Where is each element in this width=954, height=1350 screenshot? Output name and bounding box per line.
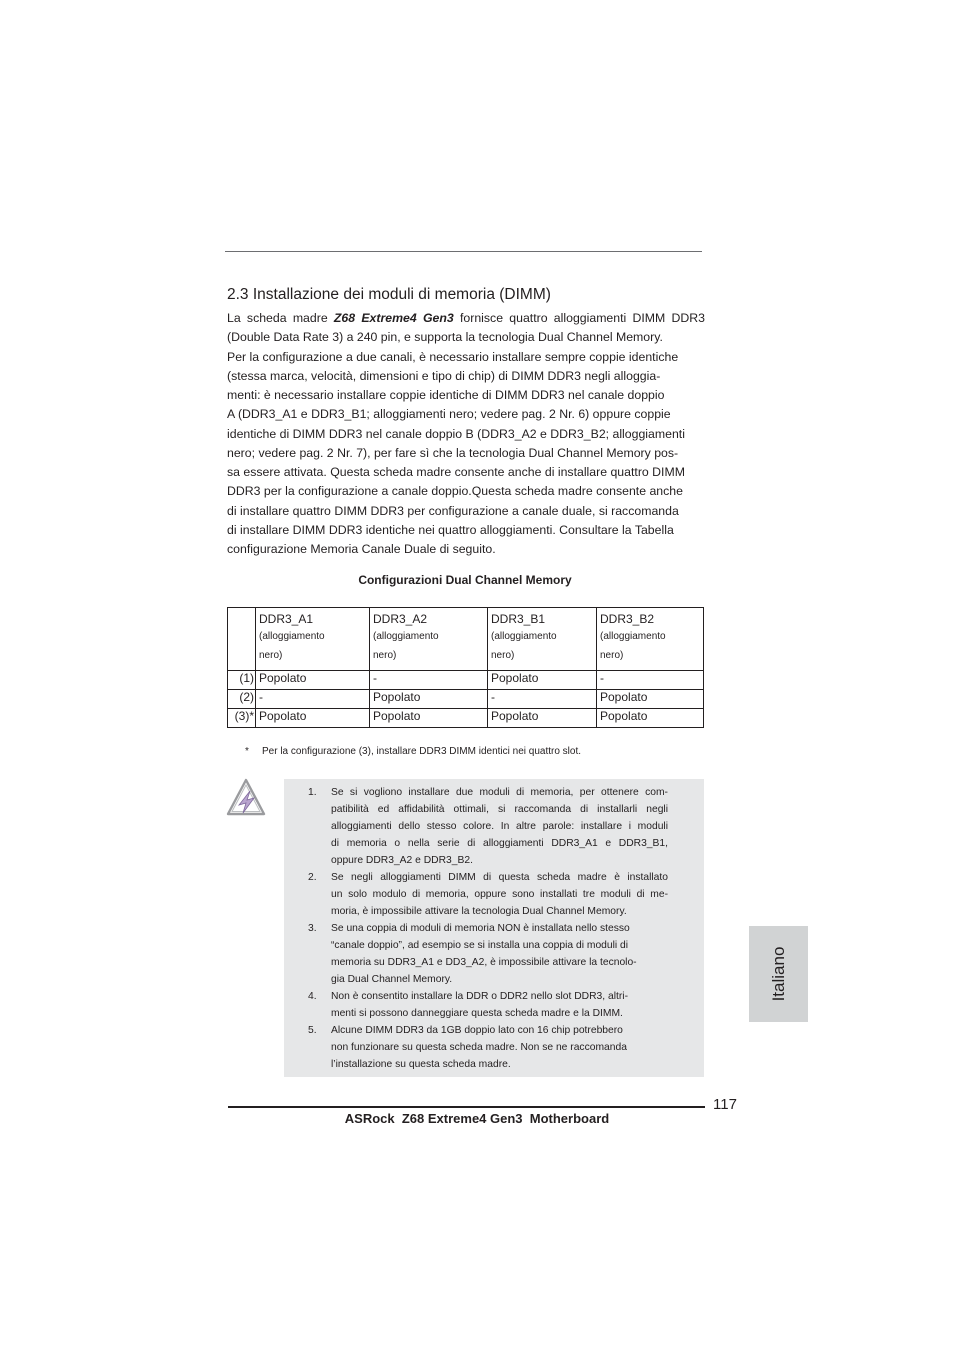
note-line: Se negli alloggiamenti DIMM di questa scheda madre è installato xyxy=(331,872,668,883)
column-note: (alloggiamento xyxy=(259,631,325,642)
table-cell: Popolato xyxy=(597,709,704,728)
column-note: nero) xyxy=(259,650,283,661)
column-header xyxy=(597,608,704,671)
table-cell: Popolato xyxy=(488,709,597,728)
table-cell: Popolato xyxy=(256,709,370,728)
note-line: non funzionare su questa scheda madre. Non se ne raccomanda xyxy=(331,1042,627,1053)
column-note: nero) xyxy=(373,650,397,661)
body-line: (stessa marca, velocità, dimensioni e tipo di chip) di DIMM DDR3 negli alloggia- xyxy=(227,368,661,383)
list-item xyxy=(284,869,668,920)
note-line: un solo modulo di memoria, oppure sono installati tre moduli di me- xyxy=(331,889,668,900)
note-line: gia Dual Channel Memory. xyxy=(331,974,453,985)
body-line: identiche di DIMM DDR3 nel canale doppio B (DDR3_A2 e DDR3_B2; alloggiamenti xyxy=(227,426,685,441)
note-line: memoria su DDR3_A1 e DD3_A2, è impossibile attivare la tecnolo- xyxy=(331,957,637,968)
list-item xyxy=(284,1022,668,1073)
top-divider xyxy=(225,251,702,252)
note-number: 5. xyxy=(308,1025,317,1036)
column-note: nero) xyxy=(491,650,515,661)
body-line: di installare DIMM DDR3 identiche nei quattro alloggiamenti. Consultare la Tabella xyxy=(227,522,674,537)
table-row xyxy=(228,671,704,690)
body-line: A (DDR3_A1 e DDR3_B1; alloggiamenti nero; vedere pag. 2 Nr. 6) oppure coppie xyxy=(227,407,671,422)
note-line: alloggiamenti dello stesso colore. In altre parole: installare i moduli xyxy=(331,821,668,832)
row-index: (2) xyxy=(228,690,256,709)
notes-box xyxy=(284,779,704,1077)
note-line: oppure DDR3_A2 e DDR3_B2. xyxy=(331,855,473,866)
table-cell: Popolato xyxy=(597,690,704,709)
notes-list xyxy=(284,784,668,1073)
footer-title: ASRock Z68 Extreme4 Gen3 Motherboard xyxy=(344,1111,610,1126)
table-cell: Popolato xyxy=(370,709,488,728)
column-name: DDR3_A2 xyxy=(373,612,428,626)
column-header xyxy=(370,608,488,671)
row-index: (3)* xyxy=(228,709,256,728)
footnote-mark: * xyxy=(245,746,249,757)
column-name: DDR3_B1 xyxy=(491,612,546,626)
note-line: Se si vogliono installare due moduli di memoria, per ottenere com- xyxy=(331,787,668,798)
table-title: Configurazioni Dual Channel Memory xyxy=(358,573,572,587)
body-line: menti: è necessario installare coppie identiche di DIMM DDR3 nel canale doppio xyxy=(227,388,665,402)
body-line: configurazione Memoria Canale Duale di seguito. xyxy=(227,542,496,556)
column-note: (alloggiamento xyxy=(491,631,557,642)
body-line: di installare quattro DIMM DDR3 per configurazione a canale duale, si raccomanda xyxy=(227,503,679,518)
model-name: Z68 Extreme4 Gen3 xyxy=(333,311,454,325)
body-line: nero; vedere pag. 2 Nr. 7), per fare sì che la tecnologia Dual Channel Memory pos- xyxy=(227,445,679,460)
list-item xyxy=(284,920,668,988)
table-corner-cell xyxy=(228,608,256,671)
table-cell: - xyxy=(370,671,488,690)
table-cell: Popolato xyxy=(488,671,597,690)
list-item xyxy=(284,988,668,1022)
table-cell: Popolato xyxy=(256,671,370,690)
note-number: 4. xyxy=(308,991,317,1002)
body-line: Per la configurazione a due canali, è necessario installare sempre coppie identiche xyxy=(227,349,679,364)
dual-channel-table xyxy=(227,607,704,728)
note-line: Alcune DIMM DDR3 da 1GB doppio lato con 16 chip potrebbero xyxy=(331,1025,623,1036)
note-line: Non è consentito installare la DDR o DDR2 nello slot DDR3, altri- xyxy=(331,991,629,1002)
note-line: l’installazione su questa scheda madre. xyxy=(331,1059,511,1070)
note-number: 3. xyxy=(308,923,317,934)
column-header xyxy=(488,608,597,671)
note-line: Se una coppia di moduli di memoria NON è installata nello stesso xyxy=(331,923,630,934)
language-tab xyxy=(749,926,808,1022)
page-number: 117 xyxy=(713,1096,737,1113)
intro-text: La scheda madre xyxy=(227,311,334,325)
bottom-divider xyxy=(228,1106,705,1108)
table-footnote xyxy=(245,746,581,757)
table-cell: Popolato xyxy=(370,690,488,709)
note-line: patibilità ed affidabilità ottimali, si raccomanda di installarli negli xyxy=(331,804,668,815)
list-item xyxy=(284,784,668,869)
column-note: (alloggiamento xyxy=(373,631,439,642)
language-label: Italiano xyxy=(768,946,788,1002)
table-cell: - xyxy=(488,690,597,709)
body-line: DDR3 per la configurazione a canale doppio.Questa scheda madre consente anche xyxy=(227,484,683,499)
body-line: sa essere attivata. Questa scheda madre consente anche di installare quattro DIMM xyxy=(227,465,685,479)
body-line xyxy=(227,309,705,328)
warning-icon xyxy=(225,777,267,817)
table-header-row xyxy=(228,608,704,671)
section-title: 2.3 Installazione dei moduli di memoria (DIMM) xyxy=(227,286,551,303)
note-number: 2. xyxy=(308,872,317,883)
table-row xyxy=(228,709,704,728)
column-note: (alloggiamento xyxy=(600,631,666,642)
column-header xyxy=(256,608,370,671)
note-line: “canale doppio”, ad esempio se si installa una coppia di moduli di xyxy=(331,940,629,951)
table-cell: - xyxy=(256,690,370,709)
column-name: DDR3_A1 xyxy=(259,612,314,626)
table-row xyxy=(228,690,704,709)
note-line: di memoria o nella serie di alloggiamenti DDR3_A1 e DDR3_B1, xyxy=(331,838,668,849)
note-number: 1. xyxy=(308,787,317,798)
note-line: moria, è impossibile attivare la tecnologia Dual Channel Memory. xyxy=(331,906,627,917)
table-cell: - xyxy=(597,671,704,690)
body-line: (Double Data Rate 3) a 240 pin, e supporta la tecnologia Dual Channel Memory. xyxy=(227,330,663,345)
body-paragraph xyxy=(227,309,705,559)
column-name: DDR3_B2 xyxy=(600,612,655,626)
column-note: nero) xyxy=(600,650,624,661)
intro-text-end: fornisce quattro alloggiamenti DIMM DDR3 xyxy=(453,311,706,325)
row-index: (1) xyxy=(228,671,256,690)
footnote-text: Per la configurazione (3), installare DDR3 DIMM identici nei quattro slot. xyxy=(262,746,582,757)
note-line: menti si possono danneggiare questa scheda madre e la DIMM. xyxy=(331,1008,623,1019)
